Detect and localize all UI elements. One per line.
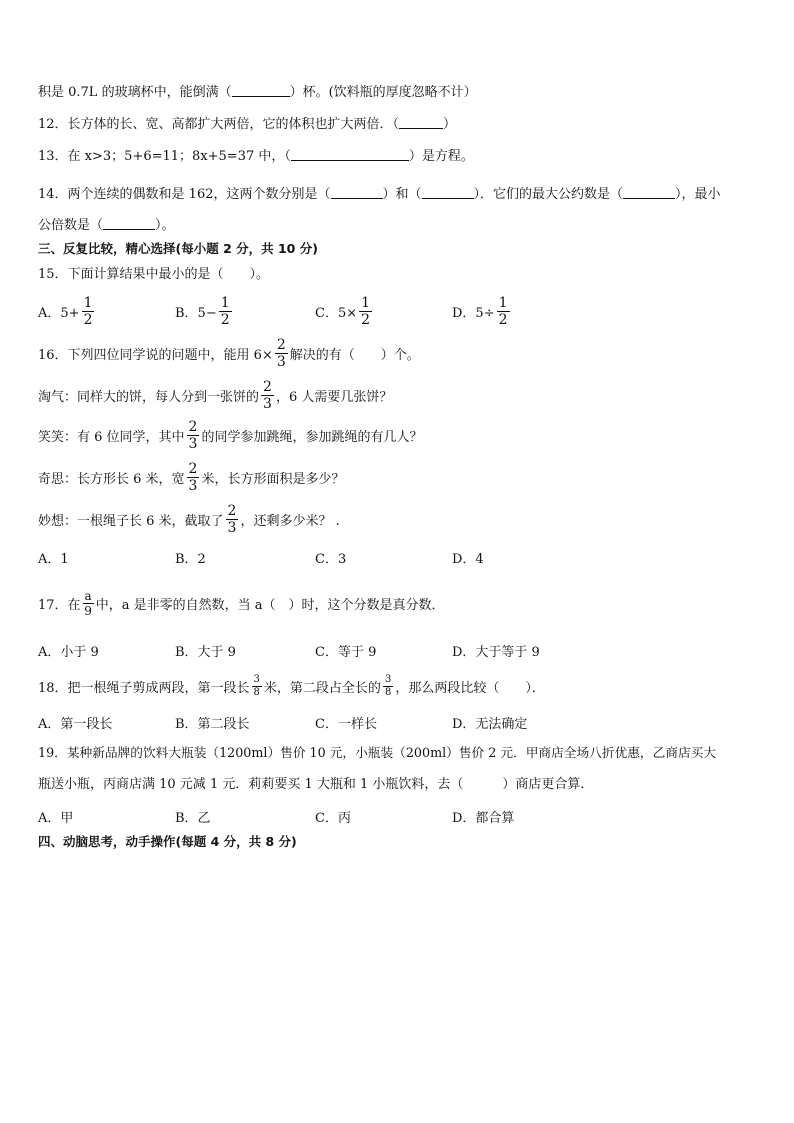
q15-option-b[interactable]: B．5− $\frac{1}{2}$: [175, 294, 230, 328]
q16-options: [38, 542, 778, 572]
q15-stem: 15．下面计算结果中最小的是（ ）。: [38, 267, 270, 282]
q16-statement-qisi: 奇思：长方形长 6 米，宽 $\frac{2}{3}$ 米，长方形面积是多少？: [38, 460, 345, 494]
q15-option-c[interactable]: C．5× $\frac{1}{2}$: [315, 294, 371, 328]
fraction: $\frac{1}{2}$: [498, 294, 508, 328]
q19-option-a[interactable]: A．甲: [38, 810, 74, 826]
q19-option-b[interactable]: B．乙: [175, 810, 211, 826]
q17-stem: 17．在 $\frac{a}{9}$ 中，a 是非零的自然数，当 a（ ）时，这个分数是真分数．: [38, 588, 445, 618]
fraction: $\frac{2}{3}$: [188, 460, 198, 494]
q18-options: [38, 707, 778, 737]
q14-blank-3[interactable]: [623, 186, 675, 199]
q15-option-a[interactable]: A．5+ $\frac{1}{2}$: [38, 294, 93, 328]
q13-answer-blank[interactable]: [291, 148, 409, 161]
q17-option-c[interactable]: C．等于 9: [315, 644, 377, 660]
fraction: $\frac{2}{3}$: [276, 336, 286, 370]
q16-option-d[interactable]: D．4: [452, 551, 484, 567]
q17-option-d[interactable]: D．大于等于 9: [452, 644, 540, 660]
q12-line: 12．长方体的长、宽、高都扩大两倍，它的体积也扩大两倍．（ ）: [38, 117, 457, 132]
q16-option-b[interactable]: B．2: [175, 551, 206, 567]
q18-option-a[interactable]: A．第一段长: [38, 716, 113, 732]
q19-options: [38, 801, 778, 831]
fraction: $\frac{2}{3}$: [227, 502, 237, 536]
q13-line: 13．在 x>3；5+6=11；8x+5=37 中，（ ）是方程。: [38, 149, 474, 164]
q18-option-d[interactable]: D．无法确定: [452, 716, 528, 732]
q14-blank-4[interactable]: [103, 217, 155, 230]
q16-statement-taoqi: 淘气：同样大的饼，每人分到一张饼的 $\frac{2}{3}$ ，6 人需要几张饼？: [38, 378, 393, 412]
q12-answer-blank[interactable]: [399, 116, 443, 129]
section-4-title: 四、动脑思考，动手操作(每题 4 分，共 8 分): [38, 834, 297, 849]
q14-line-1: 14．两个连续的偶数和是 162，这两个数分别是（ ）和（ ）．它们的最大公约数是（ ），最小: [38, 187, 721, 202]
q19-line-2: 瓶送小瓶，丙商店满 10 元减 1 元．莉莉要买 1 大瓶和 1 小瓶饮料，去（ ）商店更合算．: [38, 777, 594, 792]
q16-stem: 16．下列四位同学说的问题中，能用 6× $\frac{2}{3}$ 解决的有（ ）个。: [38, 336, 420, 370]
fraction: $\frac{1}{2}$: [220, 294, 230, 328]
fraction: $\frac{a}{9}$: [84, 588, 92, 618]
q16-option-c[interactable]: C．3: [315, 551, 347, 567]
q17-option-a[interactable]: A．小于 9: [38, 644, 99, 660]
q15-option-d[interactable]: D．5÷ $\frac{1}{2}$: [452, 294, 508, 328]
q18-stem: 18．把一根绳子剪成两段，第一段长 $\frac{3}{8}$ 米，第二段占全长的 $\frac{3}{8}$ ，那么两段比较（ ）．: [38, 673, 545, 698]
q16-statement-miaoxiang: 妙想：一根绳子长 6 米，截取了 $\frac{2}{3}$ ，还剩多少米？ .: [38, 502, 340, 536]
fraction: $\frac{3}{8}$: [253, 673, 260, 698]
q19-option-c[interactable]: C．丙: [315, 810, 351, 826]
q18-option-b[interactable]: B．第二段长: [175, 716, 250, 732]
q19-option-d[interactable]: D．都合算: [452, 810, 515, 826]
fraction: $\frac{2}{3}$: [263, 378, 272, 412]
q11-line: 积是 0.7L 的玻璃杯中，能倒满（ ）杯。(饮料瓶的厚度忽略不计）: [38, 85, 477, 100]
q15-options: [38, 296, 778, 326]
q14-blank-2[interactable]: [422, 186, 474, 199]
section-3-title: 三、反复比较，精心选择(每小题 2 分，共 10 分): [38, 241, 318, 256]
q11-answer-blank[interactable]: [232, 84, 290, 97]
q16-statement-xiaoxiao: 笑笑：有 6 位同学，其中 $\frac{2}{3}$ 的同学参加跳绳，参加跳绳的有几人？: [38, 418, 423, 452]
q16-option-a[interactable]: A．1: [38, 551, 69, 567]
q14-blank-1[interactable]: [331, 186, 383, 199]
fraction: $\frac{1}{2}$: [361, 294, 371, 328]
q17-options: [38, 635, 778, 665]
fraction: $\frac{2}{3}$: [188, 418, 198, 452]
q19-line-1: 19．某种新品牌的饮料大瓶装（1200ml）售价 10 元，小瓶装（200ml）售价 2 元．甲商店全场八折优惠，乙商店买大: [38, 745, 717, 760]
fraction: $\frac{1}{2}$: [83, 294, 93, 328]
q17-option-b[interactable]: B．大于 9: [175, 644, 236, 660]
q14-line-2: 公倍数是（ ）。: [38, 218, 175, 233]
q18-option-c[interactable]: C．一样长: [315, 716, 377, 732]
fraction: $\frac{3}{8}$: [384, 673, 392, 698]
